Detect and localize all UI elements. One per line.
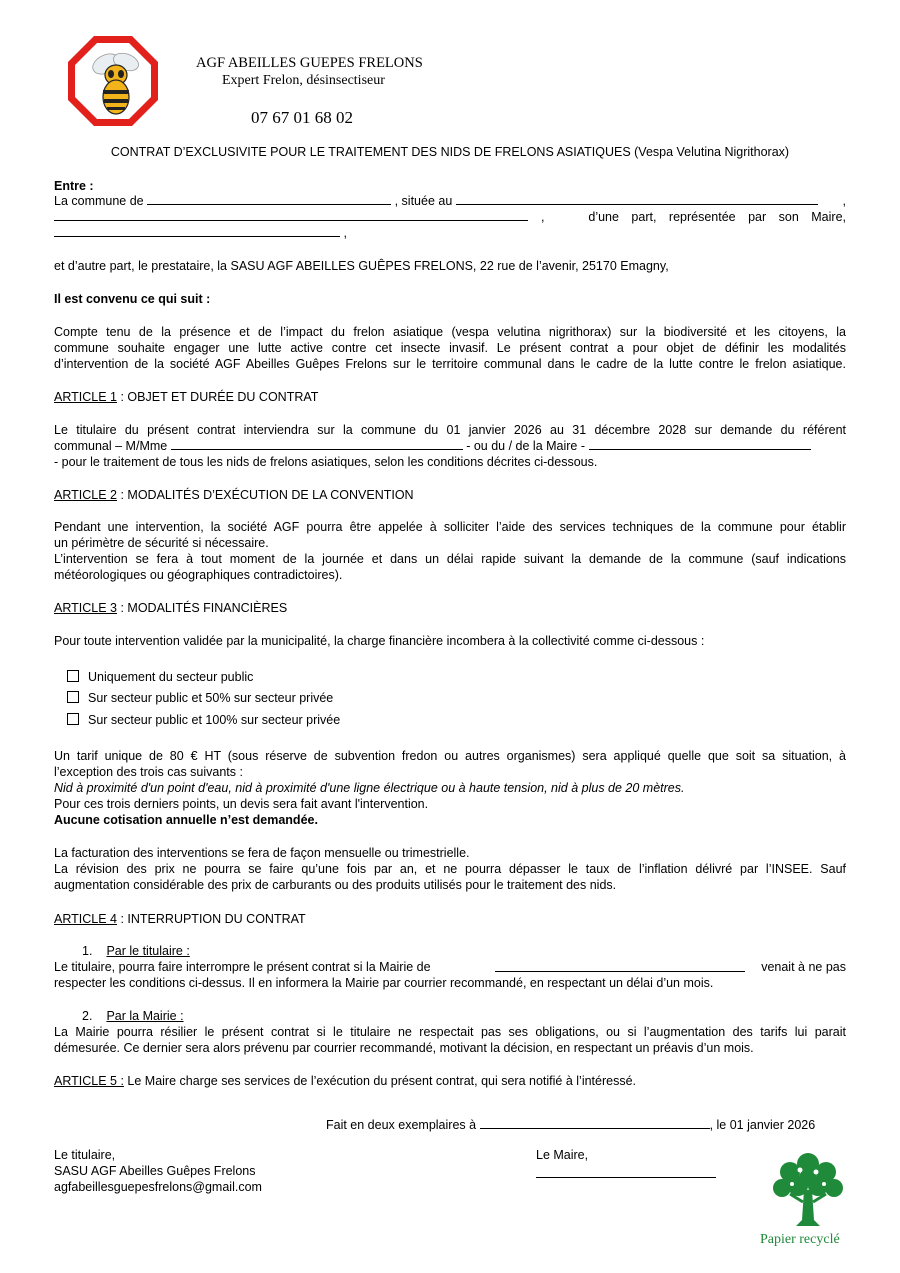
facturation-line: La facturation des interventions se fera de façon mensuelle ou trimestrielle. <box>54 846 470 860</box>
recycled-paper-label: Papier recyclé <box>760 1232 840 1247</box>
checkbox-icon[interactable] <box>67 691 79 703</box>
convenu-heading: Il est convenu ce qui suit : <box>54 292 211 306</box>
facturation-line: augmentation considérable des prix de carburants ou des produits utilisés pour le traitement des nids. <box>54 878 617 892</box>
tarif-exceptions: Nid à proximité d'un point d'eau, nid à proximité d'une ligne électrique ou à haute tension, nid à plus de 20 mètres. <box>54 781 685 795</box>
article1-line: - pour le traitement de tous les nids de frelons asiatiques, selon les conditions décrites ci-dessous. <box>54 455 598 469</box>
titulaire-name: SASU AGF Abeilles Guêpes Frelons <box>54 1164 256 1178</box>
tree-icon <box>770 1150 846 1230</box>
company-phone: 07 67 01 68 02 <box>251 108 353 127</box>
referent-blank[interactable] <box>171 438 463 450</box>
checkbox-icon[interactable] <box>67 670 79 682</box>
fait-line: Fait en deux exemplaires à , le 01 janvier 2026 <box>326 1118 816 1132</box>
address-blank-3[interactable] <box>54 225 340 237</box>
maire-block <box>536 1147 716 1182</box>
article1-referent-line: communal – M/Mme - ou du / de la Maire - <box>54 438 846 454</box>
article2-heading: ARTICLE 2 : MODALITÉS D’EXÉCUTION DE LA CONVENTION <box>54 488 414 502</box>
article2-line: L’intervention se fera à tout moment de la journée et dans un délai rapide suivant la demande de la commune (sauf indications <box>54 552 846 566</box>
commune-blank[interactable] <box>147 193 391 205</box>
company-subtitle: Expert Frelon, désinsectiseur <box>222 73 385 88</box>
article5: ARTICLE 5 : Le Maire charge ses services de l’exécution du présent contrat, qui sera notifié à l’intéressé. <box>54 1074 637 1088</box>
commune-line: La commune de , située au , <box>54 194 846 208</box>
article3-heading: ARTICLE 3 : MODALITÉS FINANCIÈRES <box>54 601 288 615</box>
facturation-line: La révision des prix ne pourra se faire qu’une fois par an, et ne pourra dépasser le taux de l’inflation délivré par l’INSEE. Sauf <box>54 862 846 876</box>
titulaire-email: agfabeillesguepesfrelons@gmail.com <box>54 1180 262 1194</box>
article4-sub1: 1. Par le titulaire : <box>82 944 190 958</box>
article1-heading: ARTICLE 1 : OBJET ET DURÉE DU CONTRAT <box>54 390 319 404</box>
checkbox-icon[interactable] <box>67 713 79 725</box>
article2-line: un périmètre de sécurité si nécessaire. <box>54 536 269 550</box>
tarif-line: Pour ces trois derniers points, un devis sera fait avant l'intervention. <box>54 797 429 811</box>
tarif-line: Un tarif unique de 80 € HT (sous réserve de subvention fredon ou autres organismes) sera appliqué quelle que soit sa situation, à <box>54 749 846 763</box>
autre-part: et d’autre part, le prestataire, la SASU AGF ABEILLES GUÊPES FRELONS, 22 rue de l’avenir, 25170 Emagny, <box>54 259 669 273</box>
option-public-only[interactable]: Uniquement du secteur public <box>67 669 253 685</box>
address-line-3: , <box>54 225 846 241</box>
option-public-100-private[interactable]: Sur secteur public et 100% sur secteur privée <box>67 712 340 728</box>
article4-line: démesurée. Ce dernier sera alors prévenu par courrier recommandé, motivant la décision, en respectant un préavis d’un mois. <box>54 1041 754 1055</box>
titulaire-label: Le titulaire, <box>54 1148 116 1162</box>
lieu-blank[interactable] <box>480 1117 710 1129</box>
company-name: AGF ABEILLES GUEPES FRELONS <box>196 55 423 71</box>
representation-line: , d’une part, représentée par son Maire, <box>54 209 846 225</box>
preamble-line: commune souhaite engager une lutte active contre cet insecte invasif. Le présent contrat a pour objet de définir les modalités <box>54 341 846 355</box>
article2-line: météorologiques ou géographiques contradictoires). <box>54 568 343 582</box>
mairie-blank[interactable] <box>495 960 745 972</box>
maire-label: Le Maire, <box>536 1148 589 1162</box>
address-blank[interactable] <box>456 193 818 205</box>
article2-line: Pendant une intervention, la société AGF pourra être appelée à solliciter l’aide des services techniques de la commune pour établir <box>54 520 846 534</box>
entre-label: Entre : <box>54 179 94 193</box>
tarif-line: l’exception des trois cas suivants : <box>54 765 243 779</box>
option-public-50-private[interactable]: Sur secteur public et 50% sur secteur privée <box>67 690 333 706</box>
article4-heading: ARTICLE 4 : INTERRUPTION DU CONTRAT <box>54 912 306 926</box>
maire-blank[interactable] <box>589 438 811 450</box>
preamble-line: d’intervention de la société AGF Abeilles Guêpes Frelons sur le territoire communal dans le cadre de la lutte contre le frelon asiatique. <box>54 357 846 371</box>
preamble-line: Compte tenu de la présence et de l’impact du frelon asiatique (vespa velutina nigrithorax) sur la biodiversité et les citoyens, la <box>54 325 846 339</box>
article3-intro: Pour toute intervention validée par la municipalité, la charge financière incombera à la collectivité comme ci-dessous : <box>54 634 705 648</box>
document-title: CONTRAT D’EXCLUSIVITE POUR LE TRAITEMENT DES NIDS DE FRELONS ASIATIQUES (Vespa Velutina Nigrithorax) <box>110 145 790 159</box>
address-blank-2[interactable] <box>54 209 528 221</box>
company-logo <box>66 34 160 128</box>
article4-line: respecter les conditions ci-dessus. Il en informera la Mairie par courrier recommandé, en respectant un délai d’un mois. <box>54 976 714 990</box>
article4-line: La Mairie pourra résilier le présent contrat si le titulaire ne respectait pas ses obligations, ou si l’augmentation des tarifs lui parait <box>54 1025 846 1039</box>
article1-line: Le titulaire du présent contrat interviendra sur la commune du 01 janvier 2026 au 31 décembre 2028 sur demande du référent <box>54 423 846 437</box>
article4-sub2: 2. Par la Mairie : <box>82 1009 184 1023</box>
titulaire-block <box>54 1147 262 1195</box>
maire-signature-blank[interactable] <box>536 1166 716 1178</box>
cotisation-note: Aucune cotisation annuelle n’est demandée. <box>54 813 318 827</box>
article4-titulaire-line: Le titulaire, pourra faire interrompre le présent contrat si la Mairie de venait à ne pas <box>54 960 846 974</box>
